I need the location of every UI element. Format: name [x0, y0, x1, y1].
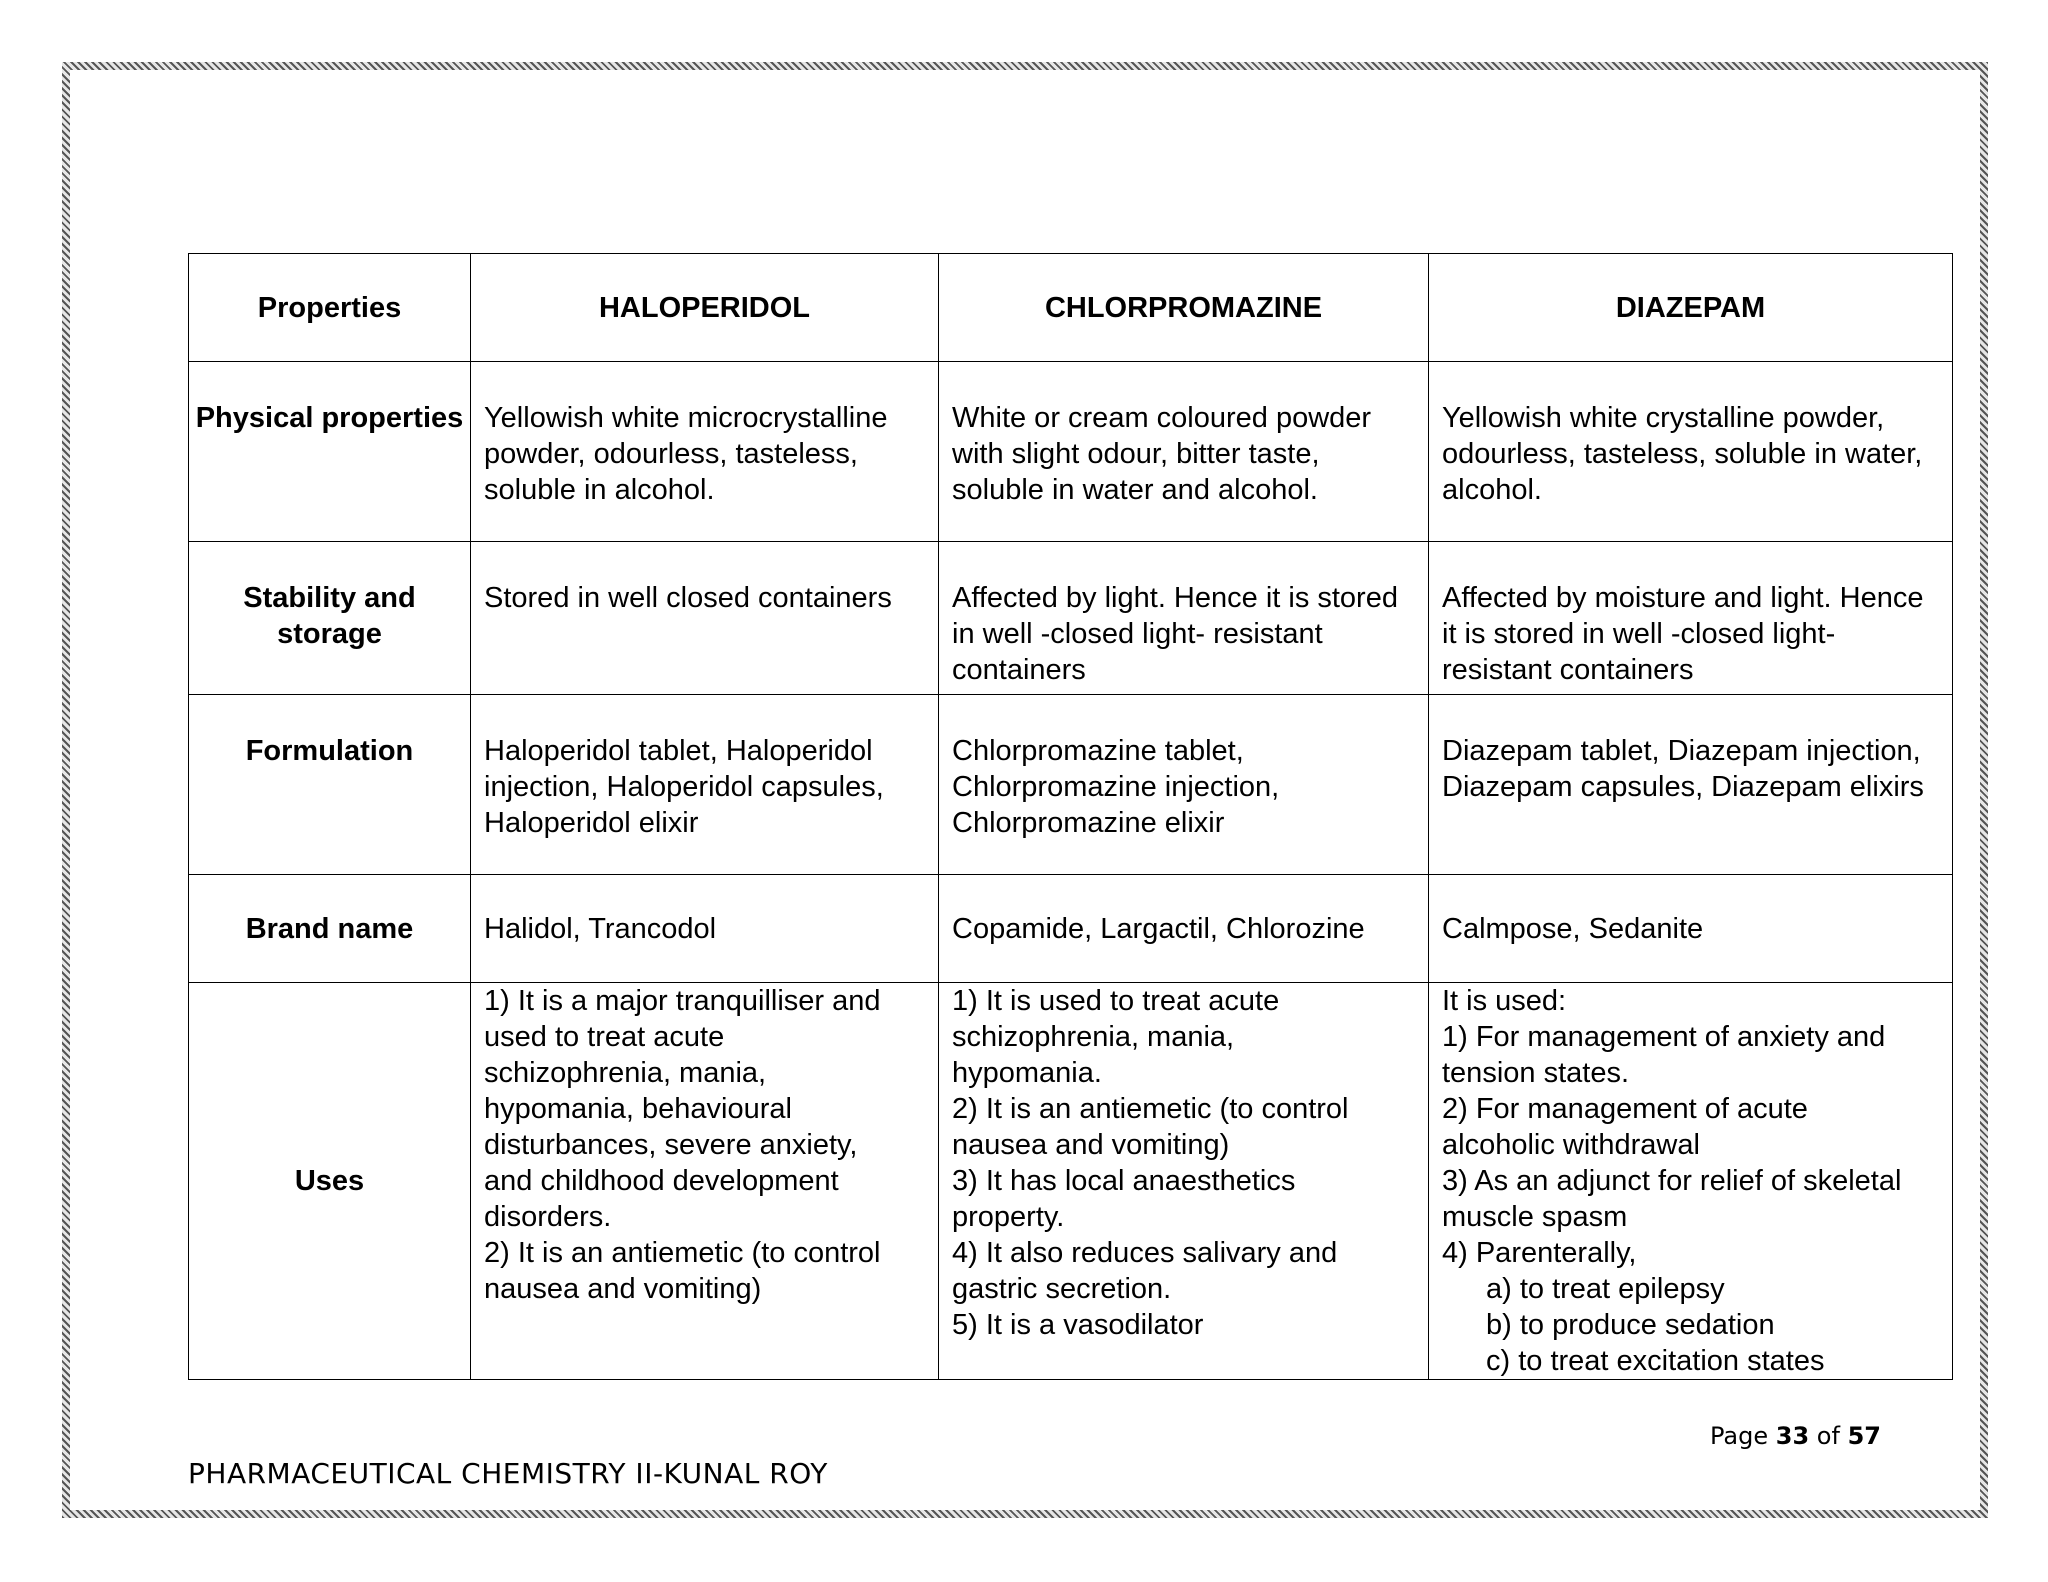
row-label-stability-storage: Stability and storage: [189, 542, 471, 695]
page-of: of: [1816, 1422, 1840, 1450]
table-row-stability-storage: [189, 542, 1953, 695]
cell-haloperidol-uses: [471, 983, 939, 1380]
uses-line: and childhood development: [484, 1165, 839, 1197]
uses-line: muscle spasm: [1442, 1201, 1628, 1233]
uses-line: b) to produce sedation: [1486, 1309, 1775, 1341]
row-label-physical-properties: Physical properties: [189, 362, 471, 542]
cell-chlorpromazine-brand: Copamide, Largactil, Chlorozine: [939, 875, 1429, 983]
uses-line: hypomania, behavioural: [484, 1093, 792, 1125]
uses-line: 4) It also reduces salivary and: [952, 1237, 1338, 1269]
row-label-uses: Uses: [189, 983, 471, 1380]
uses-line: nausea and vomiting): [952, 1129, 1230, 1161]
cell-chlorpromazine-formulation: Chlorpromazine tablet, Chlorpromazine injection, Chlorpromazine elixir: [939, 695, 1429, 875]
cell-chlorpromazine-uses: [939, 983, 1429, 1380]
cell-haloperidol-formulation: Haloperidol tablet, Haloperidol injection, Haloperidol capsules, Haloperidol elixir: [471, 695, 939, 875]
uses-line: used to treat acute: [484, 1021, 725, 1053]
header-diazepam: DIAZEPAM: [1429, 254, 1953, 362]
cell-diazepam-formulation: Diazepam tablet, Diazepam injection, Diazepam capsules, Diazepam elixirs: [1429, 695, 1953, 875]
table-row-physical-properties: [189, 362, 1953, 542]
uses-line: 1) For management of anxiety and: [1442, 1021, 1886, 1053]
uses-line: tension states.: [1442, 1057, 1629, 1089]
cell-chlorpromazine-physical: White or cream coloured powder with slight odour, bitter taste, soluble in water and alcohol.: [939, 362, 1429, 542]
page-total: 57: [1847, 1422, 1881, 1450]
uses-line: nausea and vomiting): [484, 1273, 762, 1305]
uses-line: 4) Parenterally,: [1442, 1237, 1637, 1269]
uses-line: 2) For management of acute: [1442, 1093, 1808, 1125]
header-haloperidol: HALOPERIDOL: [471, 254, 939, 362]
uses-line: 1) It is used to treat acute: [952, 985, 1280, 1017]
row-label-brand-name: Brand name: [189, 875, 471, 983]
uses-line: disorders.: [484, 1201, 612, 1233]
uses-line: 3) As an adjunct for relief of skeletal: [1442, 1165, 1902, 1197]
page-current: 33: [1775, 1422, 1810, 1450]
uses-line: 2) It is an antiemetic (to control: [952, 1093, 1349, 1125]
cell-diazepam-uses: [1429, 983, 1953, 1380]
uses-line: property.: [952, 1201, 1065, 1233]
cell-diazepam-physical: Yellowish white crystalline powder, odourless, tasteless, soluble in water, alcohol.: [1429, 362, 1953, 542]
cell-haloperidol-stability: Stored in well closed containers: [471, 542, 939, 695]
cell-diazepam-brand: Calmpose, Sedanite: [1429, 875, 1953, 983]
uses-line: 1) It is a major tranquilliser and: [484, 985, 881, 1017]
page-prefix: Page: [1710, 1422, 1769, 1450]
uses-line: schizophrenia, mania,: [484, 1057, 767, 1089]
header-chlorpromazine: CHLORPROMAZINE: [939, 254, 1429, 362]
table-row-brand-name: [189, 875, 1953, 983]
uses-line: a) to treat epilepsy: [1486, 1273, 1725, 1305]
uses-line: disturbances, severe anxiety,: [484, 1129, 858, 1161]
cell-haloperidol-physical: Yellowish white microcrystalline powder, odourless, tasteless, soluble in alcohol.: [471, 362, 939, 542]
table-row-uses: [189, 983, 1953, 1380]
row-label-formulation: Formulation: [189, 695, 471, 875]
uses-line: c) to treat excitation states: [1486, 1345, 1825, 1377]
page-number: [1710, 1422, 1881, 1450]
cell-diazepam-stability: Affected by moisture and light. Hence it is stored in well -closed light- resistant containers: [1429, 542, 1953, 695]
cell-haloperidol-brand: Halidol, Trancodol: [471, 875, 939, 983]
footer-title: PHARMACEUTICAL CHEMISTRY II-KUNAL ROY: [188, 1457, 828, 1490]
uses-line: It is used:: [1442, 985, 1567, 1017]
uses-line: 3) It has local anaesthetics: [952, 1165, 1296, 1197]
uses-line: gastric secretion.: [952, 1273, 1172, 1305]
header-properties: Properties: [189, 254, 471, 362]
uses-line: 5) It is a vasodilator: [952, 1309, 1204, 1341]
table-row-formulation: [189, 695, 1953, 875]
cell-chlorpromazine-stability: Affected by light. Hence it is stored in well -closed light- resistant containers: [939, 542, 1429, 695]
uses-line: alcoholic withdrawal: [1442, 1129, 1700, 1161]
uses-line: hypomania.: [952, 1057, 1102, 1089]
uses-line: 2) It is an antiemetic (to control: [484, 1237, 881, 1269]
table-header-row: [189, 254, 1953, 362]
uses-line: schizophrenia, mania,: [952, 1021, 1235, 1053]
properties-table: [188, 253, 1953, 1380]
properties-table-wrapper: [188, 253, 1952, 1380]
